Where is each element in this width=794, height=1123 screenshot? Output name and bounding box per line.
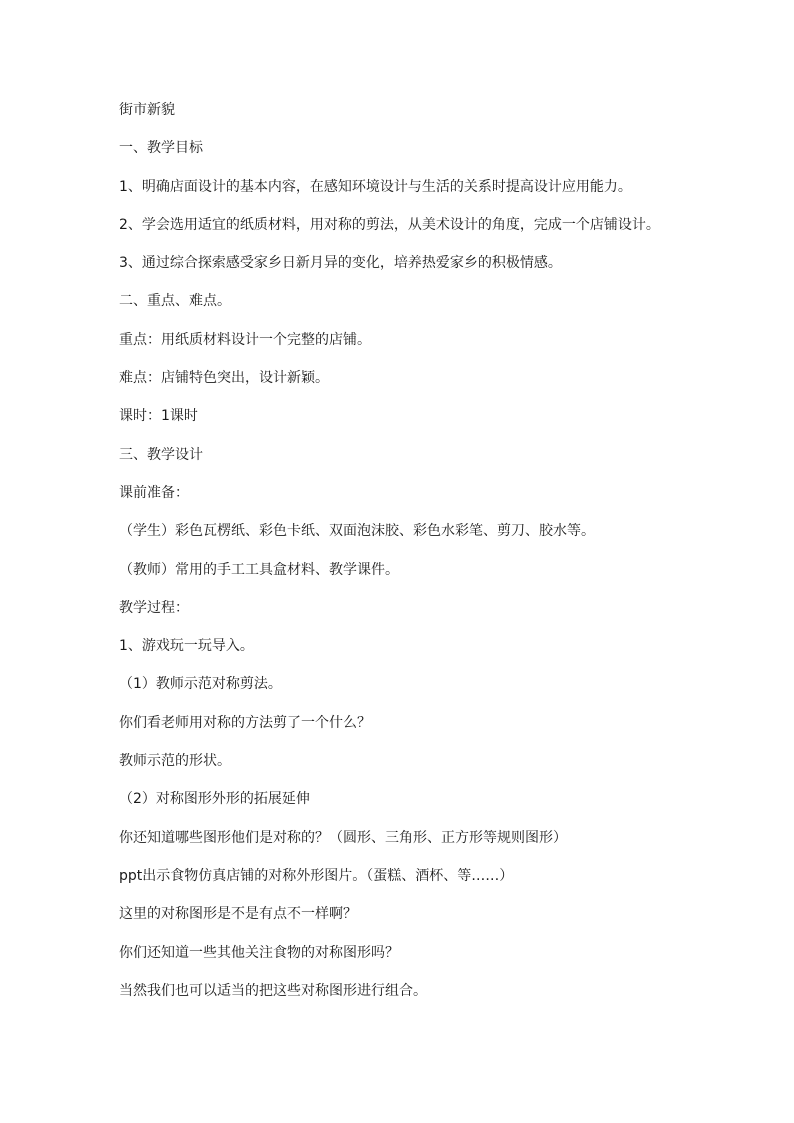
paragraph: 课时：1课时: [119, 408, 198, 425]
document-body: [119, 98, 719, 1017]
paragraph: 1、游戏玩一玩导入。: [119, 638, 254, 655]
section-heading-design: 三、教学设计: [119, 446, 203, 463]
paragraph: ppt出示食物仿真店铺的对称外形图片。（蛋糕、酒杯、等……）: [119, 867, 514, 884]
paragraph: 2、学会选用适宜的纸质材料，用对称的剪法，从美术设计的角度，完成一个店铺设计。: [119, 216, 660, 233]
section-heading-objectives: 一、教学目标: [119, 140, 203, 157]
paragraph: 你还知道哪些图形他们是对称的？（圆形、三角形、正方形等规则图形）: [119, 829, 567, 846]
paragraph: 你们看老师用对称的方法剪了一个什么？: [119, 714, 371, 731]
paragraph: 教师示范的形状。: [119, 753, 231, 770]
paragraph: （教师）常用的手工工具盒材料、教学课件。: [119, 561, 399, 578]
paragraph: 这里的对称图形是不是有点不一样啊？: [119, 906, 357, 923]
paragraph: 重点：用纸质材料设计一个完整的店铺。: [119, 331, 371, 348]
paragraph: （学生）彩色瓦楞纸、彩色卡纸、双面泡沫胶、彩色水彩笔、剪刀、胶水等。: [119, 523, 595, 540]
document-title: 街市新貌: [119, 102, 175, 118]
paragraph: 教学过程：: [119, 599, 189, 616]
paragraph: 你们还知道一些其他关注食物的对称图形吗？: [119, 944, 399, 961]
paragraph: （2）对称图形外形的拓展延伸: [119, 791, 310, 808]
paragraph: （1）教师示范对称剪法。: [119, 676, 282, 693]
paragraph: 3、通过综合探索感受家乡日新月异的变化，培养热爱家乡的积极情感。: [119, 255, 562, 272]
paragraph: 当然我们也可以适当的把这些对称图形进行组合。: [119, 982, 427, 999]
section-heading-key-points: 二、重点、难点。: [119, 293, 231, 310]
paragraph: 1、明确店面设计的基本内容，在感知环境设计与生活的关系时提高设计应用能力。: [119, 178, 632, 195]
paragraph: 难点：店铺特色突出，设计新颖。: [119, 370, 329, 387]
paragraph: 课前准备：: [119, 484, 189, 501]
